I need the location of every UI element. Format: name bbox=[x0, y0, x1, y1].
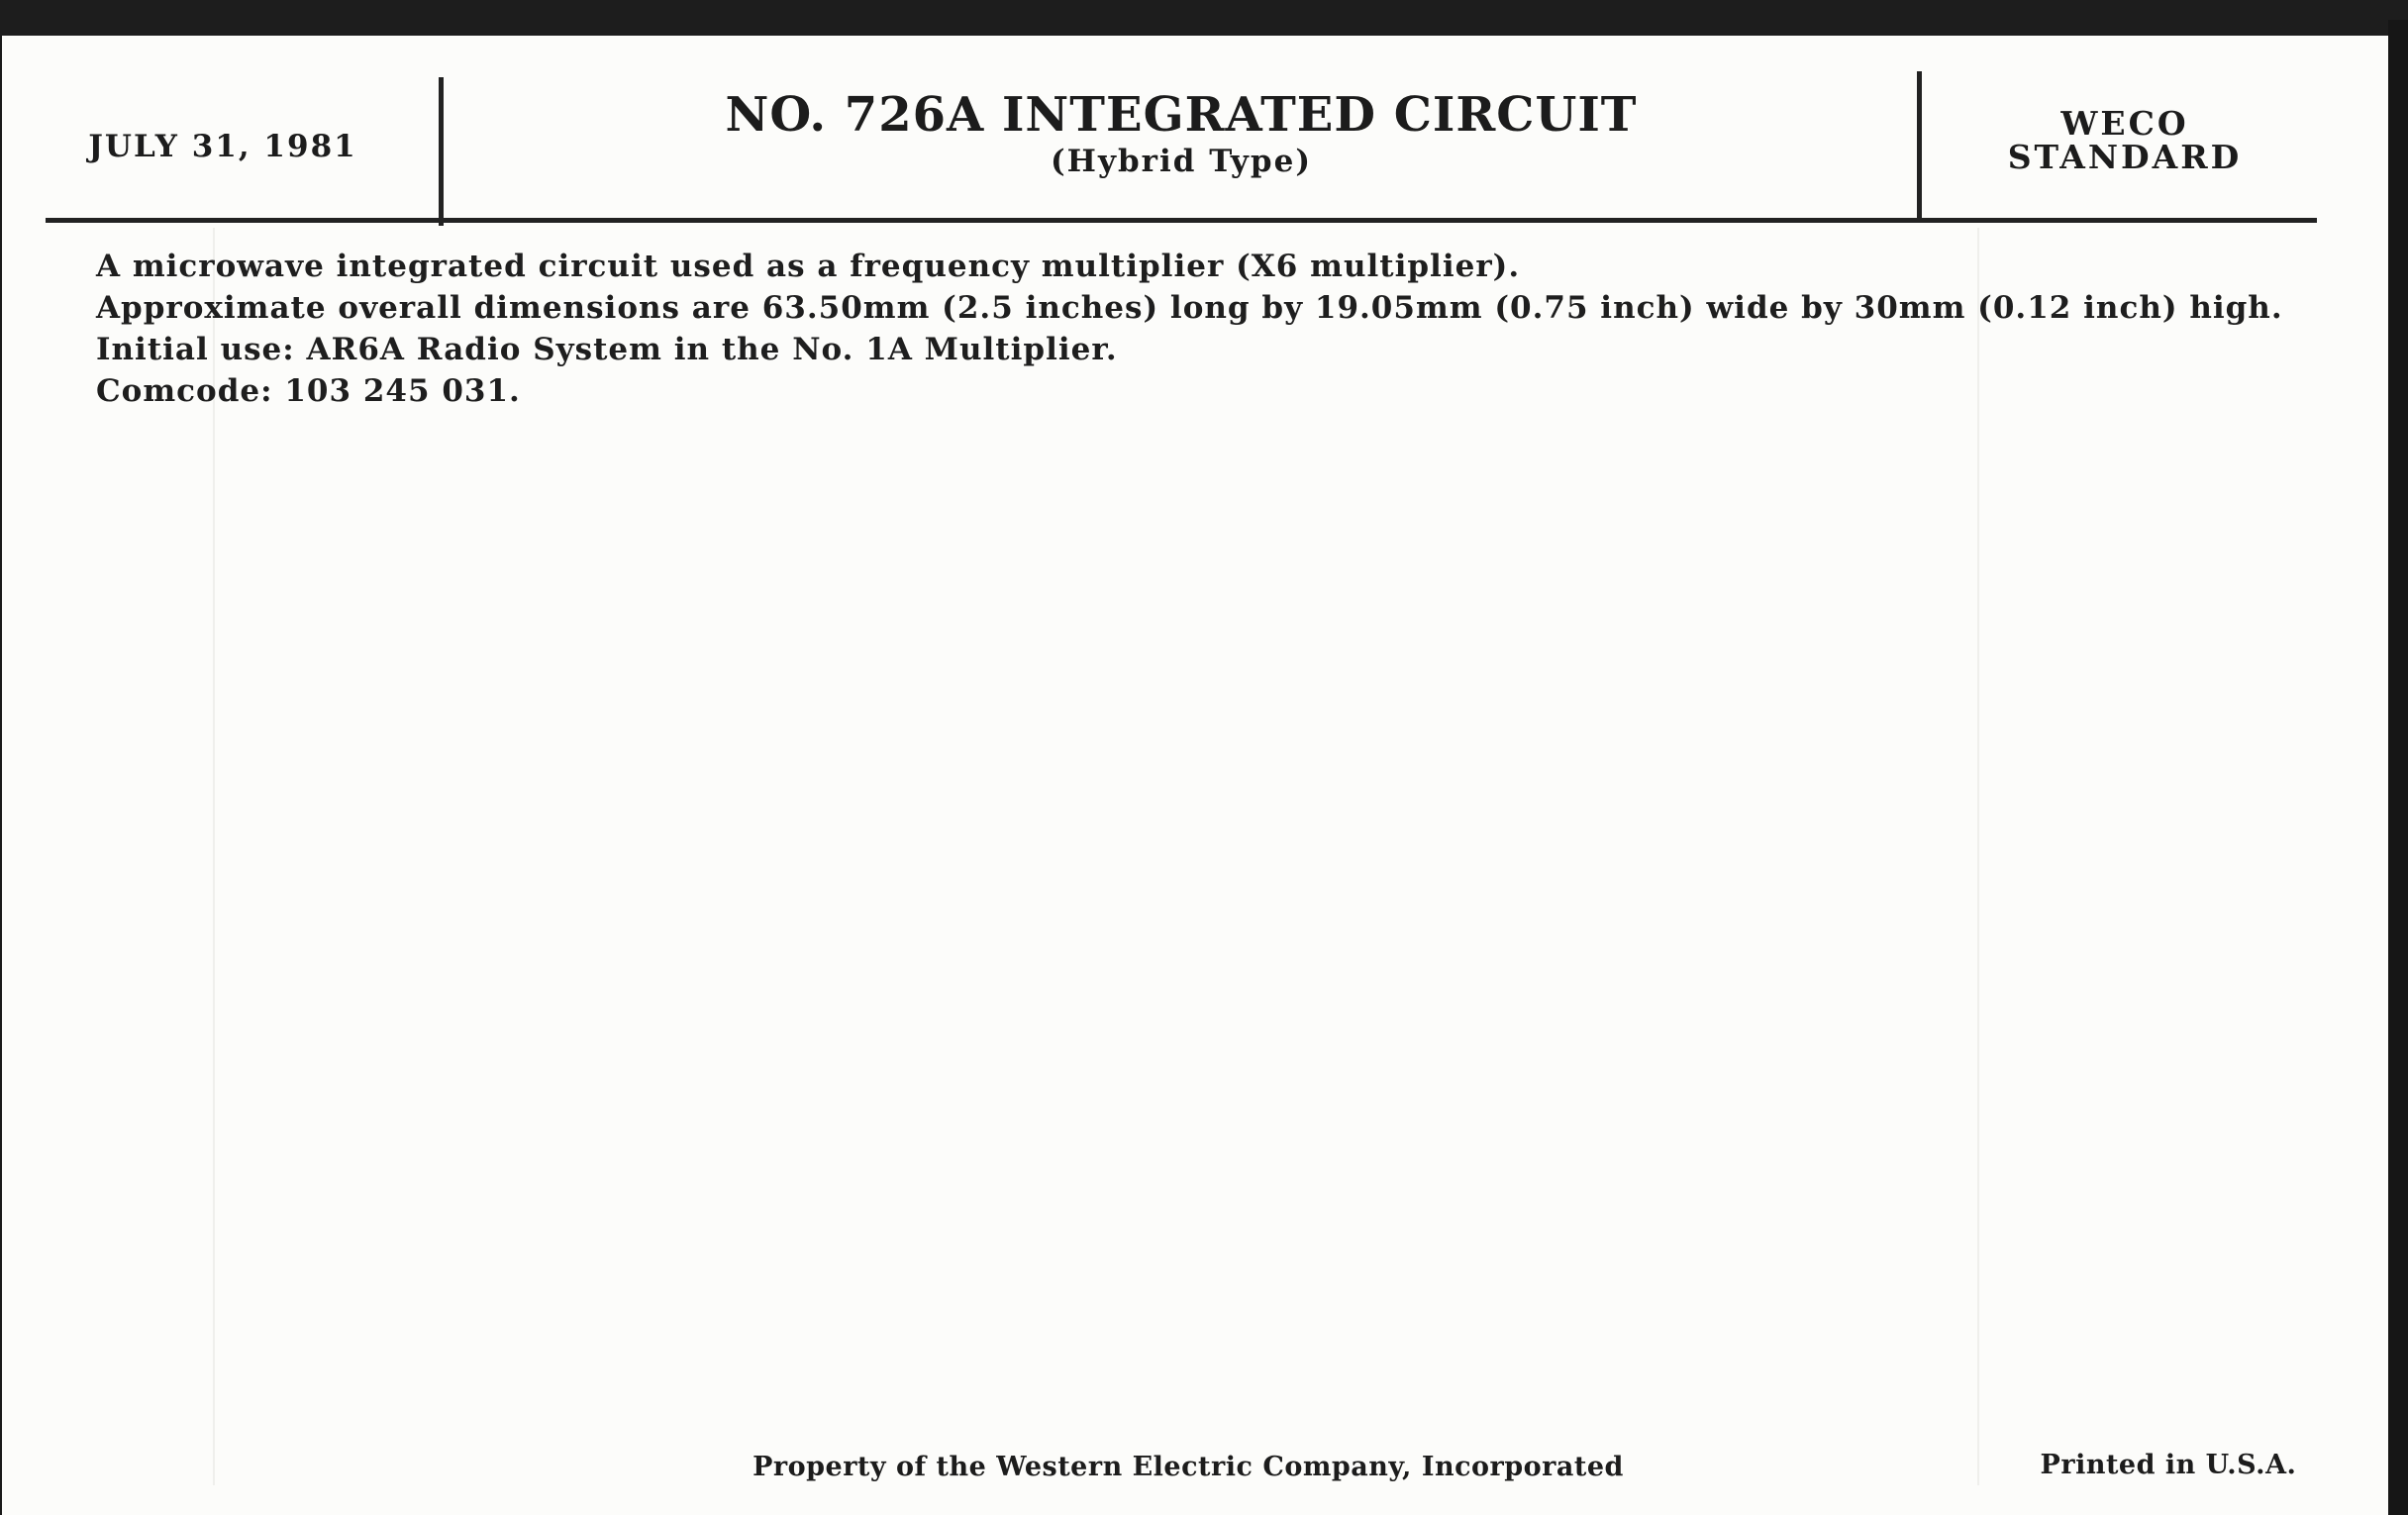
header-rule bbox=[46, 218, 2317, 223]
document-subtitle: (Hybrid Type) bbox=[1051, 144, 1312, 179]
header-divider-right bbox=[1917, 71, 1922, 218]
header-divider-left bbox=[439, 77, 444, 226]
comcode-line: Comcode: 103 245 031. bbox=[96, 373, 521, 409]
document-title: NO. 726A INTEGRATED CIRCUIT bbox=[725, 87, 1638, 143]
issue-date: JULY 31, 1981 bbox=[88, 129, 357, 164]
faint-margin-rule-left bbox=[213, 228, 215, 1485]
scan-right-border bbox=[2388, 20, 2408, 1515]
standard-line-2: STANDARD bbox=[2007, 138, 2243, 176]
footer-property-notice: Property of the Western Electric Company, Incorporated bbox=[752, 1452, 1624, 1482]
description-line: A microwave integrated circuit used as a frequency multiplier (X6 multiplier). bbox=[96, 249, 1521, 284]
initial-use-line: Initial use: AR6A Radio System in the No. 1A Multiplier. bbox=[96, 332, 1118, 367]
faint-margin-rule-right bbox=[1977, 228, 1979, 1485]
dimensions-line: Approximate overall dimensions are 63.50mm (2.5 inches) long by 19.05mm (0.75 inch) wide by 30mm (0.12 inch) high. bbox=[96, 290, 2283, 326]
header-title-block bbox=[446, 87, 1917, 180]
scan-top-border bbox=[0, 0, 2408, 36]
standard-line-1: WECO bbox=[2060, 104, 2189, 143]
footer-printed-notice: Printed in U.S.A. bbox=[2040, 1450, 2297, 1480]
standard-label bbox=[1927, 104, 2323, 176]
description-body bbox=[96, 246, 2283, 412]
